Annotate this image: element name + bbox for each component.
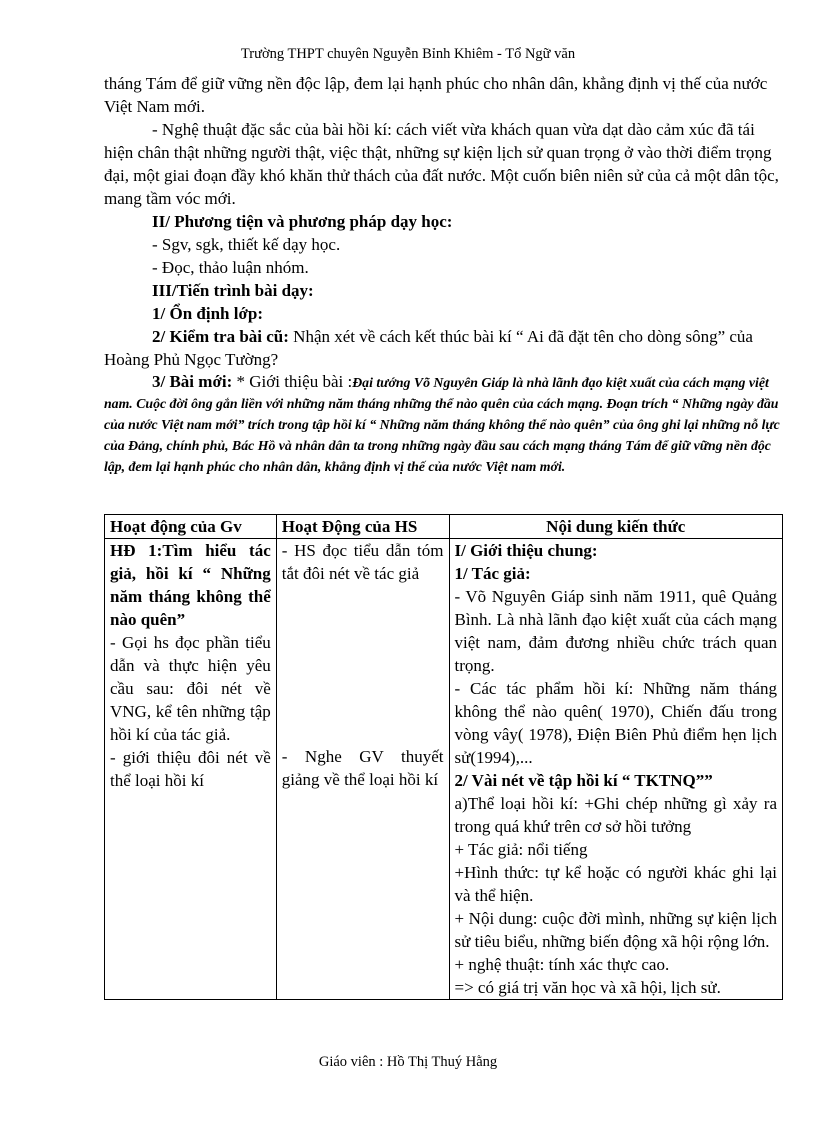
subsection-title-text: 1/ Ổn định lớp: xyxy=(152,304,263,323)
intro-label: * Giới thiệu bài : xyxy=(232,372,353,391)
cell-text: - Gọi hs đọc phần tiểu dẫn và thực hiện yêu cầu sau: đôi nét về VNG, kể tên những tập hồi kí của tác giả. xyxy=(110,633,271,744)
content-heading xyxy=(455,562,778,585)
cell-text: + Nội dung: cuộc đời mình, những sự kiện lịch sử tiêu biểu, những biến động xã hội rộng lớn. xyxy=(454,909,777,951)
cell-text: - Nghe GV thuyết giảng về thể loại hồi kí xyxy=(281,747,444,789)
paragraph: tháng Tám để giữ vững nền độc lập, đem lại hạnh phúc cho nhân dân, khẳng định vị thế của nước Việt Nam mới. xyxy=(104,74,768,116)
cell-text: +Hình thức: tự kể hoặc có người khác ghi lại và thể hiện. xyxy=(454,863,777,905)
cell-text: - giới thiệu đôi nét về thể loại hồi kí xyxy=(110,748,271,790)
table-row xyxy=(105,539,783,1000)
lesson-body xyxy=(104,72,782,477)
section-title-text: III/Tiến trình bài dạy: xyxy=(152,281,314,300)
activity-title xyxy=(110,539,271,631)
gv-cell xyxy=(105,539,277,1000)
hs-cell xyxy=(276,539,449,1000)
list-item: - Đọc, thảo luận nhóm. xyxy=(152,258,309,277)
cell-text: => có giá trị văn học và xã hội, lịch sử. xyxy=(454,978,721,997)
subsection-title xyxy=(104,302,782,325)
content-heading xyxy=(455,539,778,562)
spacer xyxy=(282,585,444,745)
cell-text: a)Thể loại hồi kí: +Ghi chép những gì xảy ra trong quá khứ trên cơ sở hồi tưởng xyxy=(454,794,777,836)
lesson-plan-table xyxy=(104,514,783,1000)
content-heading-text: I/ Giới thiệu chung: xyxy=(454,541,598,560)
cell-text: - Các tác phẩm hồi kí: Những năm tháng không thể nào quên( 1970), Chiến đấu trong vòng vây( 1978), Điện Biên Phủ điểm hẹn lịch sử(1994),... xyxy=(454,679,777,767)
cell-text: - Võ Nguyên Giáp sinh năm 1911, quê Quảng Bình. Là nhà lãnh đạo kiệt xuất của cách mạng việt nam, đảm đương nhiều chức trách quan trọng. xyxy=(454,587,777,675)
page-header: Trường THPT chuyên Nguyễn Bỉnh Khiêm - Tổ Ngữ văn xyxy=(240,46,576,62)
content-heading-text: 2/ Vài nét về tập hồi kí “ TKTNQ”” xyxy=(454,771,713,790)
section-title xyxy=(104,210,782,233)
activity-title-text: HĐ 1:Tìm hiểu tác giả, hồi kí “ Những năm tháng không thể nào quên” xyxy=(110,541,271,629)
column-header: Nội dung kiến thức xyxy=(449,515,783,539)
cell-text: + nghệ thuật: tính xác thực cao. xyxy=(454,955,670,974)
content-cell xyxy=(449,539,783,1000)
section-title-text: II/ Phương tiện và phương pháp dạy học: xyxy=(152,212,453,231)
section-title xyxy=(104,279,782,302)
column-header: Hoạt Động của HS xyxy=(276,515,449,539)
cell-text: - HS đọc tiểu dẫn tóm tắt đôi nét về tác giả xyxy=(281,541,444,583)
cell-text: + Tác giả: nổi tiếng xyxy=(454,840,588,859)
subsection-label: 2/ Kiểm tra bài cũ: xyxy=(152,327,289,346)
table-header-row xyxy=(105,515,783,539)
paragraph-text: Nhận xét về cách kết thúc bài kí “ Ai đã đặt tên cho dòng sông” của Hoàng Phủ Ngọc Tường? xyxy=(104,327,753,369)
intro-text: Đại tướng Võ Nguyên Giáp là nhà lãnh đạo kiệt xuất của cách mạng việt nam. Cuộc đời ông gắn liền với những năm tháng những thể nào quên của cách mạng. Đoạn trích “ Những ngày đầu của nước Việt nam mới” trích trong tập hồi kí “ Những năm tháng không thể nào quên” của ông ghi lại những nỗ lực của Đảng, chính phủ, Bác Hồ và nhân dân ta trong những ngày đầu sau cách mạng tháng Tám để giữ vững nền độc lập, đem lại hạnh phúc cho nhân dân, khẳng định vị thế của nước Việt nam mới. xyxy=(104,375,780,474)
page-footer: Giáo viên : Hồ Thị Thuý Hằng xyxy=(318,1054,498,1070)
intro-paragraph xyxy=(104,371,782,477)
content-heading-text: 1/ Tác giả: xyxy=(454,564,531,583)
paragraph xyxy=(104,325,782,371)
list-item: - Sgv, sgk, thiết kế dạy học. xyxy=(152,235,341,254)
paragraph: - Nghệ thuật đặc sắc của bài hồi kí: cách viết vừa khách quan vừa dạt dào cảm xúc đã tái hiện chân thật những người thật, việc thật, những sự kiện lịch sử quan trọng ở vào thời điểm trọng đại, một giai đoạn đầy khó khăn thử thách của đất nước. Một cuốn biên niên sử của cả một dân tộc, mang tầm vóc mới. xyxy=(104,120,779,208)
content-heading xyxy=(455,769,778,792)
subsection-label: 3/ Bài mới: xyxy=(152,372,233,391)
column-header: Hoạt động của Gv xyxy=(105,515,277,539)
